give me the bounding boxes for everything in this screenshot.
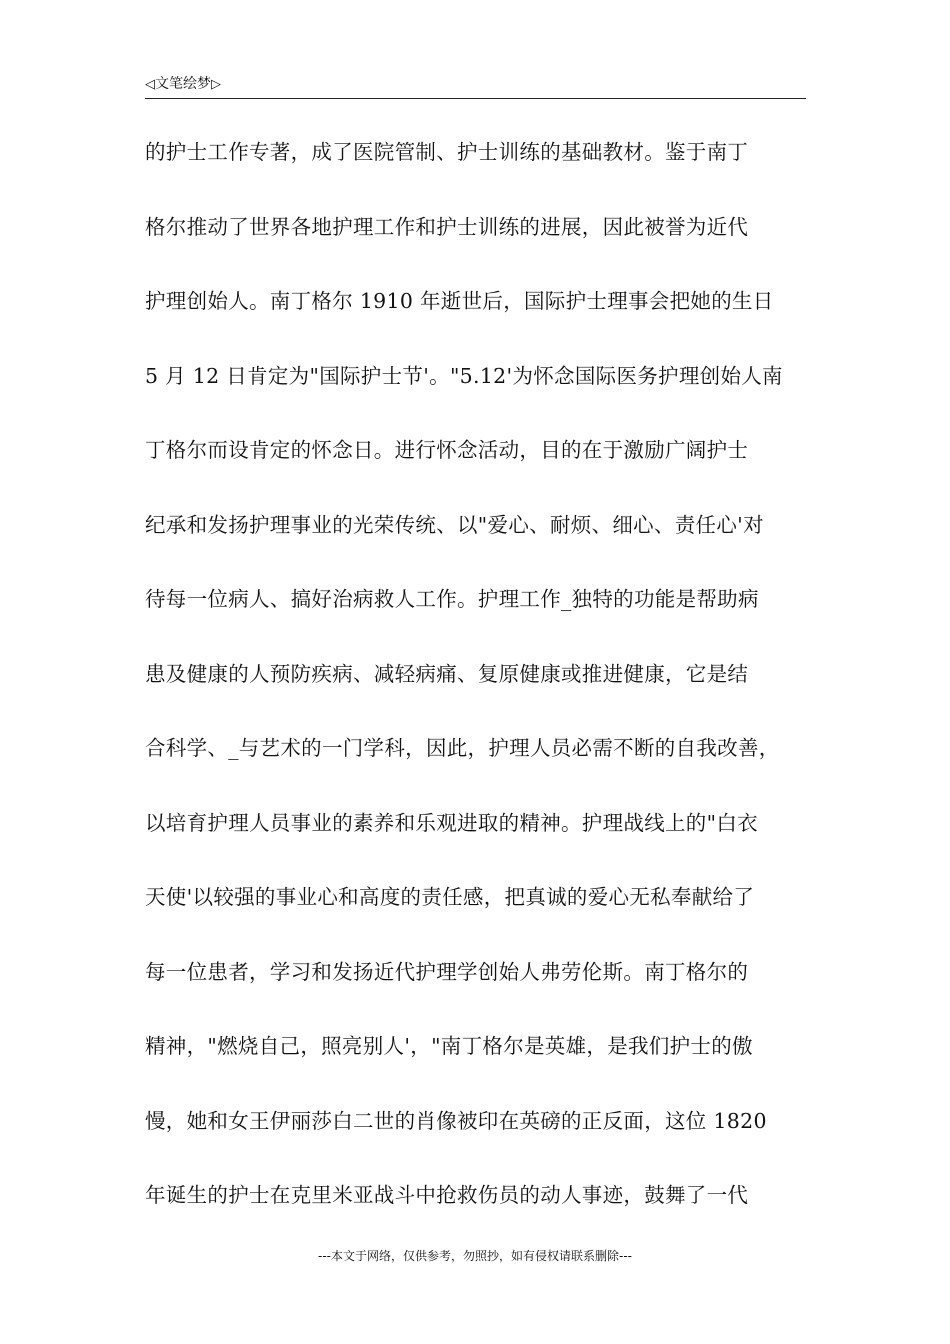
text-line: 5 月 12 日肯定为"国际护士节'。"5.12'为怀念国际医务护理创始人南 bbox=[145, 363, 783, 388]
text-line: 每一位患者，学习和发扬近代护理学创始人弗劳伦斯。南丁格尔的 bbox=[145, 959, 749, 984]
text-line: 患及健康的人预防疾病、减轻病痛、复原健康或推进健康，它是结 bbox=[145, 661, 749, 686]
text-line: 格尔推动了世界各地护理工作和护士训练的进展，因此被誉为近代 bbox=[145, 214, 749, 239]
text-line: 待每一位病人、搞好治病救人工作。护理工作_独特的功能是帮助病 bbox=[145, 587, 759, 611]
page-header bbox=[145, 74, 806, 99]
text-line: 慢，她和女王伊丽莎白二世的肖像被印在英磅的正反面，这位 1820 bbox=[145, 1108, 767, 1133]
document-body bbox=[145, 130, 810, 1248]
text-line: 护理创始人。南丁格尔 1910 年逝世后，国际护士理事会把她的生日 bbox=[145, 289, 774, 313]
text-line: 以培育护理人员事业的素养和乐观进取的精神。护理战线上的"白衣 bbox=[145, 810, 758, 835]
left-triangle-icon: ◁ bbox=[145, 77, 155, 92]
header-label bbox=[145, 74, 221, 95]
text-line: 的护士工作专著，成了医院管制、护士训练的基础教材。鉴于南丁 bbox=[145, 140, 749, 164]
text-line: 年诞生的护士在克里米亚战斗中抢救伤员的动人事迹，鼓舞了一代 bbox=[145, 1183, 749, 1207]
header-title: 文笔绘梦 bbox=[155, 76, 211, 92]
right-triangle-icon: ▷ bbox=[211, 77, 221, 92]
page-footer: ---本文于网络，仅供参考，勿照抄，如有侵权请联系删除--- bbox=[318, 1249, 632, 1263]
text-line: 精神，"燃烧自己，照亮别人'，"南丁格尔是英雄，是我们护士的傲 bbox=[145, 1034, 753, 1058]
text-line: 合科学、_与艺术的一门学科，因此，护理人员必需不断的自我改善， bbox=[145, 736, 780, 760]
text-line: 丁格尔而设肯定的怀念日。进行怀念活动，目的在于激励广阔护士 bbox=[145, 438, 749, 462]
text-line: 天使'以较强的事业心和高度的责任感，把真诚的爱心无私奉献给了 bbox=[145, 885, 755, 909]
text-line: 纪承和发扬护理事业的光荣传统、以"爱心、耐烦、细心、责任心'对 bbox=[145, 512, 764, 537]
